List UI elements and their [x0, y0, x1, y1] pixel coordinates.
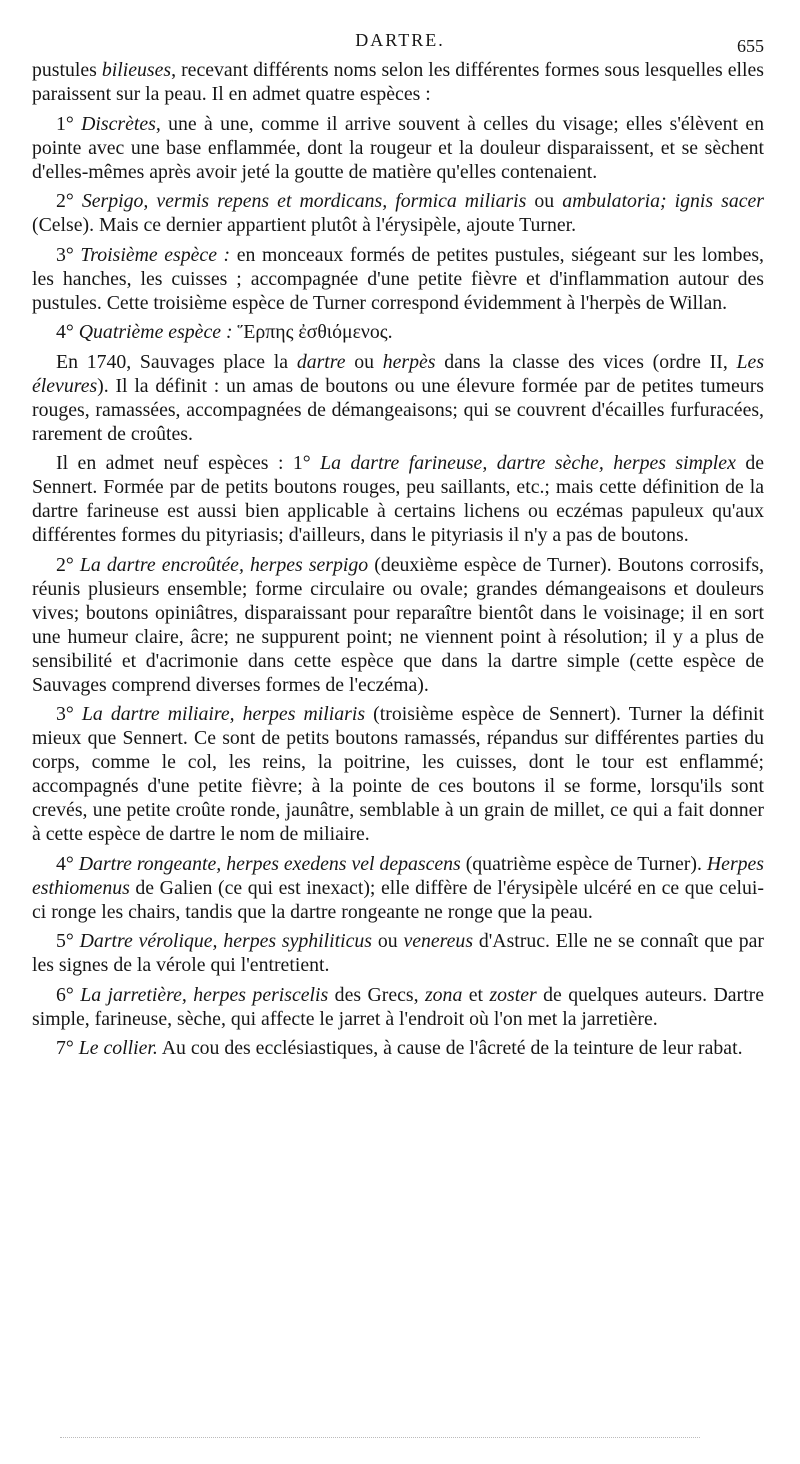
text-run: des Grecs,	[328, 983, 425, 1006]
italic-run: La dartre farineuse, dartre sèche, herpes simplex	[320, 452, 736, 474]
paragraph-dartre-rongeante	[32, 852, 764, 924]
paragraph-collier	[32, 1036, 764, 1060]
text-run: de quelques auteurs. Dartre simple, farineuse, sèche, qui affecte le jarret à l'endroit où l'on met la jarretière.	[32, 983, 764, 1030]
italic-run: Les élevures	[32, 350, 765, 397]
text-run: 3°	[56, 703, 82, 725]
text-run: 2°	[56, 553, 80, 576]
text-run: 7°	[56, 1037, 79, 1059]
italic-run: Le collier.	[78, 1037, 158, 1059]
text-run: , une à une, comme il arrive souvent à celles du visage; elles s'élèvent en pointe avec une base enflammée, dont la rougeur et la douleur disparaissent, et se sèchent d'elles-mêmes après avoir jeté la goutte de matière qu'elles contenaient.	[32, 112, 764, 183]
italic-run: Herpes esthiomenus	[32, 852, 765, 899]
italic-run: La jarretière, herpes periscelis	[80, 983, 329, 1006]
italic-run: La dartre miliaire, herpes miliaris	[81, 703, 366, 725]
italic-run: venereus	[403, 930, 474, 952]
text-run: 4°	[56, 321, 79, 343]
text-run: dans la classe des vices (ordre II,	[435, 350, 737, 373]
paragraph-dartre-encroutee	[32, 553, 764, 697]
text-run: , recevant différents noms selon les différentes formes sous lesquelles elles paraissent sur la peau. Il en admet quatre espèces :	[32, 59, 764, 105]
italic-run: Dartre vérolique, herpes syphiliticus	[79, 930, 372, 952]
text-run: 6°	[56, 983, 81, 1006]
italic-run: Quatrième espèce :	[78, 321, 238, 343]
italic-run: Dartre rongeante, herpes exedens vel depascens	[78, 852, 461, 875]
paragraph-continuation	[32, 58, 764, 106]
text-run: (troisième espèce de Sennert). Turner la définit mieux que Sennert. Ce sont de petits boutons ramassés, répandus sur différentes parties du corps, comme le col, les reins, la poitrine, les cuisses, dont le tour est enflammé; accompagnés d'une petite fièvre; à la pointe de ces boutons il se forme, lorsqu'ils sont crevés, une petite croûte ronde, jaunâtre, semblable à un grain de millet, ce qui a fait donner à cette espèce de dartre le nom de miliaire.	[32, 703, 764, 845]
italic-run: zoster	[489, 983, 537, 1006]
paragraph-sauvages-1740	[32, 350, 764, 446]
text-run: 1°	[56, 112, 82, 135]
paragraph-espece-serpigo	[32, 189, 764, 237]
text-run: pustules	[32, 59, 102, 81]
paragraph-troisieme-espece	[32, 243, 764, 315]
text-run: ). Il la définit : un amas de boutons ou une élevure formée par de petites tumeurs rouges, ramassées, accompagnées de démangeaisons; qui se couvrent d'écailles furfuracées, rarement de croûtes.	[32, 374, 764, 445]
italic-run: Troisième espèce :	[80, 243, 231, 266]
text-run: En 1740, Sauvages place la	[56, 350, 297, 373]
paragraph-dartre-verolique	[32, 929, 764, 977]
paragraph-quatrieme-espece	[32, 320, 764, 344]
text-run: ou	[526, 190, 563, 212]
page-bottom-trace	[60, 1437, 700, 1439]
text-run: de Galien (ce qui est inexact); elle diffère de l'érysipèle ulcéré en ce que celui-ci ronge les chairs, tandis que la dartre rongeante ne ronge que la peau.	[32, 876, 764, 923]
text-run: 2°	[56, 190, 82, 212]
text-run: (Celse). Mais ce dernier appartient plutôt à l'érysipèle, ajoute Turner.	[32, 214, 577, 236]
text-run: Il en admet neuf espèces : 1°	[56, 452, 321, 474]
italic-run: Serpigo, vermis repens et mordicans, formica miliaris	[81, 190, 527, 212]
italic-run: herpès	[382, 350, 436, 373]
paragraph-jarretiere	[32, 983, 764, 1031]
italic-run: dartre	[296, 350, 346, 373]
text-run: ou	[372, 930, 404, 952]
paragraph-espece-discretes	[32, 112, 764, 184]
text-run: en monceaux formés de petites pustules, siégeant sur les lombes, les hanches, les cuisses ; accompagnée d'une petite fièvre et d'inflammation autour des pustules. Cette troisième espèce de Turner correspond évidemment à l'herpès de Willan.	[32, 243, 764, 314]
text-run: Au cou des ecclésiastiques, à cause de l'âcreté de la teinture de leur rabat.	[157, 1037, 743, 1059]
text-run: (quatrième espèce de Turner).	[460, 852, 707, 875]
text-run: 3°	[56, 243, 81, 266]
italic-run: La dartre encroûtée, herpes serpigo	[79, 553, 369, 576]
text-run: Ἕρπης ἐσθιόμενος.	[237, 321, 393, 343]
page-number: 655	[737, 36, 764, 56]
text-run: d'Astruc. Elle ne se connaît que par les signes de la vérole qui l'entretient.	[32, 930, 764, 976]
text-run: et	[462, 983, 490, 1006]
text-run: de Sennert. Formée par de petits boutons rouges, peu saillants, etc.; mais cette définition de la dartre farineuse est aussi bien applicable à certains lichens ou eczémas papuleux qu'aux différentes formes du pityriasis; d'ailleurs, dans le pityriasis il n'y a pas de boutons.	[32, 452, 765, 546]
body-text	[32, 58, 764, 1066]
italic-run: ambulatoria; ignis sacer	[562, 190, 765, 212]
text-run: 5°	[56, 930, 80, 952]
italic-run: bilieuses	[101, 59, 172, 81]
italic-run: Discrètes	[81, 112, 156, 135]
text-run: 4°	[56, 852, 79, 875]
running-title: DARTRE.	[355, 30, 445, 50]
text-run: ou	[345, 350, 383, 373]
italic-run: zona	[424, 983, 463, 1006]
paragraph-dartre-miliaire	[32, 702, 764, 846]
text-run: (deuxième espèce de Turner). Boutons corrosifs, réunis plusieurs ensemble; forme circulaire ou ovale; grandes démangeaisons et douleurs vives; boutons opiniâtres, disparaissant pour reparaître bientôt dans le voisinage; il en sort une humeur claire, âcre; ne suppurent point; ne viennent point à résolution; il y a plus de sensibilité et d'acrimonie dans cette espèce que dans la dartre simple (cette espèce de Sauvages comprend diverses formes de l'eczéma).	[32, 553, 764, 696]
paragraph-dartre-farineuse	[32, 451, 764, 547]
